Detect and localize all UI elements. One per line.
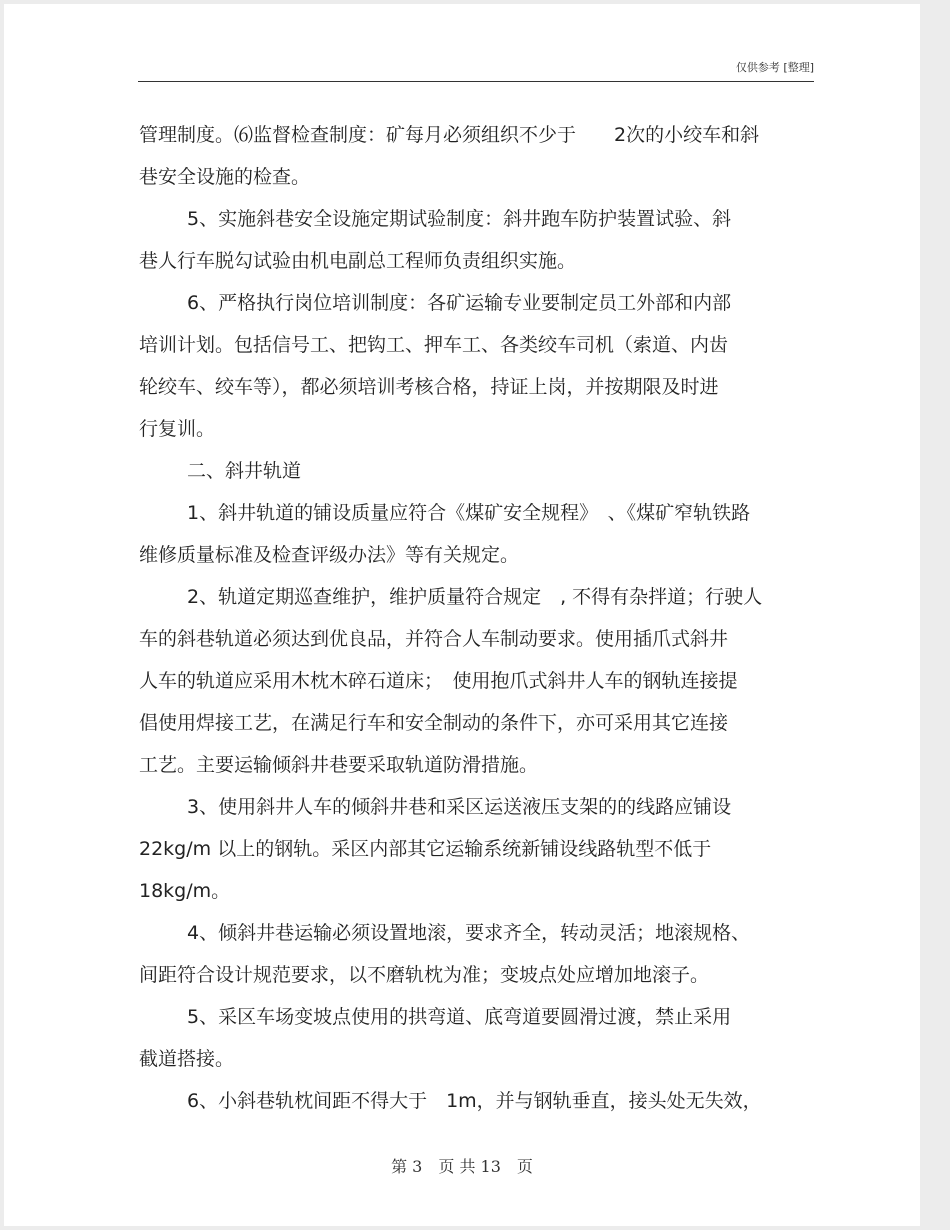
- text-line: 工艺。主要运输倾斜井巷要采取轨道防滑措施。: [139, 754, 539, 776]
- text-line: 维修质量标准及检查评级办法》等有关规定。: [139, 544, 520, 566]
- text-line: 培训计划。包括信号工、把钩工、押车工、各类绞车司机（索道、内齿: [139, 334, 729, 356]
- text-line: 车的斜巷轨道必须达到优良品，并符合人车制动要求。使用插爪式斜井: [139, 628, 729, 650]
- text-line: 倡使用焊接工艺，在满足行车和安全制动的条件下，亦可采用其它连接: [139, 712, 729, 734]
- text-line: 22kg/m 以上的钢轨。采区内部其它运输系统新铺设线路轨型不低于: [139, 838, 712, 860]
- text-line: 间距符合设计规范要求，以不磨轨枕为准；变坡点处应增加地滚子。: [139, 964, 710, 986]
- text-line: 巷人行车脱勾试验由机电副总工程师负责组织实施。: [139, 250, 577, 272]
- page-footer: 第 3 页 共 13 页: [391, 1157, 533, 1176]
- document-body: [139, 114, 811, 1122]
- section-heading: 二、斜井轨道: [187, 460, 302, 482]
- paragraph-start-line: 5、实施斜巷安全设施定期试验制度：斜井跑车防护装置试验、斜: [187, 208, 732, 230]
- text-line: 截道搭接。: [139, 1048, 235, 1070]
- paragraph-start-line: 1、斜井轨道的铺设质量应符合《煤矿安全规程》 、《煤矿窄轨铁路: [187, 502, 751, 524]
- paragraph-start-line: 4、倾斜井巷运输必须设置地滚，要求齐全，转动灵活；地滚规格、: [187, 922, 751, 944]
- page-header: [138, 57, 814, 82]
- text-line: 行复训。: [139, 418, 216, 440]
- text-line: 人车的轨道应采用木枕木碎石道床； 使用抱爪式斜井人车的钢轨连接提: [139, 670, 738, 692]
- header-text: 仅供参考 [整理]: [735, 61, 814, 74]
- paragraph-start-line: 2、轨道定期巡查维护，维护质量符合规定 , 不得有杂拌道；行驶人: [187, 586, 763, 608]
- text-line: 巷安全设施的检查。: [139, 166, 311, 188]
- paragraph-start-line: 3、使用斜井人车的倾斜井巷和采区运送液压支架的的线路应铺设: [187, 796, 732, 818]
- paragraph-start-line: 6、严格执行岗位培训制度：各矿运输专业要制定员工外部和内部: [187, 292, 732, 314]
- document-page: [4, 4, 920, 1226]
- text-line: 轮绞车、绞车等），都必须培训考核合格，持证上岗，并按期限及时进: [139, 376, 719, 398]
- text-line: 18kg/m。: [139, 880, 231, 902]
- text-line: 管理制度。⑹监督检查制度：矿每月必须组织不少于 2次的小绞车和斜: [139, 124, 760, 146]
- paragraph-start-line: 5、采区车场变坡点使用的拱弯道、底弯道要圆滑过渡，禁止采用: [187, 1006, 732, 1028]
- paragraph-start-line: 6、小斜巷轨枕间距不得大于 1m，并与钢轨垂直，接头处无失效，: [187, 1090, 762, 1112]
